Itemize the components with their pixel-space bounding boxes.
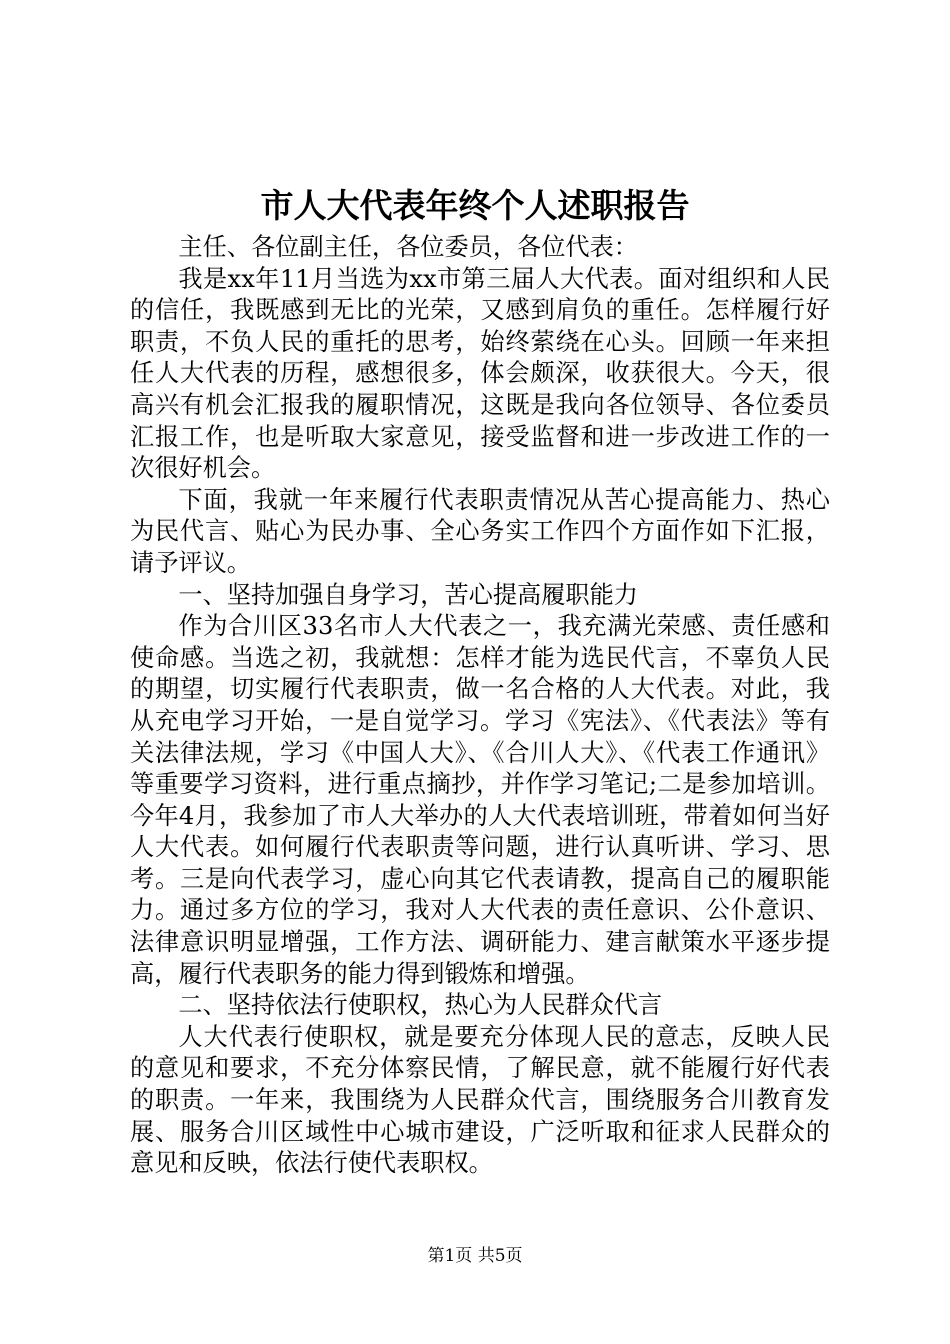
section-1-paragraph: 作为合川区33名市人大代表之一，我充满光荣感、责任感和使命感。当选之初，我就想：怎样才能为选民代言，不辜负人民的期望，切实履行代表职责，做一名合格的人大代表。对此，我从充电学习开始，一是自觉学习。学习《宪法》、《代表法》等有关法律法规，学习《中国人大》、《合川人大》、《代表工作通讯》等重要学习资料，进行重点摘抄，并作学习笔记;二是参加培训。今年4月，我参加了市人大举办的人大代表培训班，带着如何当好人大代表。如何履行代表职责等问题，进行认真听讲、学习、思考。三是向代表学习，虚心向其它代表请教，提高自己的履职能力。通过多方位的学习，我对人大代表的责任意识、公仆意识、法律意识明显增强，工作方法、调研能力、建言献策水平逐步提高，履行代表职务的能力得到锻炼和增强。 xyxy=(130,612,830,988)
intro-paragraph: 我是xx年11月当选为xx市第三届人大代表。面对组织和人民的信任，我既感到无比的光荣，又感到肩负的重任。怎样履行好职责，不负人民的重托的思考，始终萦绕在心头。回顾一年来担任人大代表的历程，感想很多，体会颇深，收获很大。今天，很高兴有机会汇报我的履职情况，这既是我向各位领导、各位委员汇报工作，也是听取大家意见，接受监督和进一步改进工作的一次很好机会。 xyxy=(130,264,830,483)
document-title: 市人大代表年终个人述职报告 xyxy=(260,186,690,225)
section-2-paragraph: 人大代表行使职权，就是要充分体现人民的意志，反映人民的意见和要求，不充分体察民情，了解民意，就不能履行好代表的职责。一年来，我围绕为人民群众代言，围绕服务合川教育发展、服务合川区域性中心城市建设，广泛听取和征求人民群众的意见和反映，依法行使代表职权。 xyxy=(130,1022,830,1178)
salutation-paragraph: 主任、各位副主任，各位委员，各位代表： xyxy=(178,233,638,261)
section-heading-2: 二、坚持依法行使职权，热心为人民群众代言 xyxy=(178,991,663,1020)
overview-paragraph: 下面，我就一年来履行代表职责情况从苦心提高能力、热心为民代言、贴心为民办事、全心务实工作四个方面作如下汇报，请予评议。 xyxy=(130,485,830,577)
page-footer: 第1页 共5页 xyxy=(427,1246,523,1266)
document-body xyxy=(130,232,830,1180)
section-heading-1: 一、坚持加强自身学习，苦心提高履职能力 xyxy=(178,580,638,609)
